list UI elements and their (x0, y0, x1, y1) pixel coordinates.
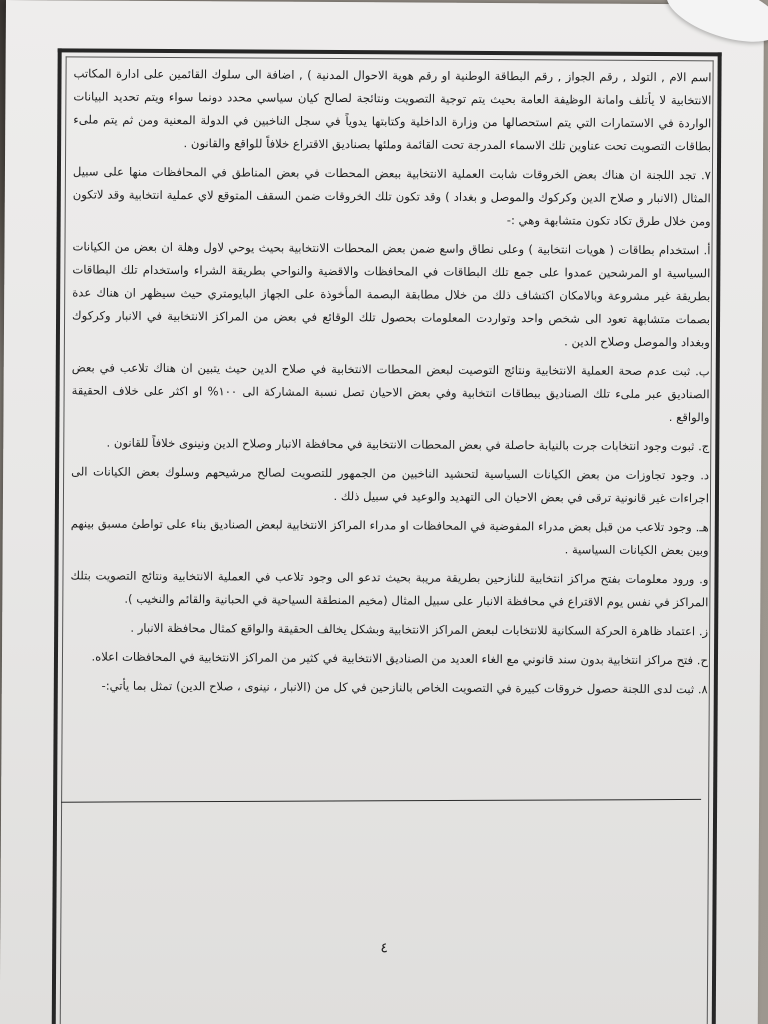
document-body (70, 62, 712, 701)
paragraph-7a: أ. استخدام بطاقات ( هويات انتخابية ) وعلى نطاق واسع ضمن بعض المحطات الانتخابية بحيث يوحي لاول وهلة ان بعض من الكيانات السياسية او المرشحين عمدوا على جمع تلك البطاقات في المحافظات والاقضية والنواحي بطريقة الشراء واستخدام تلك البطاقات بطريقة غير مشروعة وبالامكان اكتشاف ذلك من خلال مطابقة البصمة المأخوذة على الجهاز البايومتري حيث سيظهر ان هناك عدة بصمات متشابهة تعود الى شخص واحد وتواردت المعلومات بحصول تلك الوقائع في بعض من المراكز الانتخابية في الانبار وكركوك وبغداد والموصل وصلاح الدين . (72, 239, 711, 350)
paragraph-7: ٧. تجد اللجنة ان هناك بعض الخروقات شابت العملية الانتخابية ببعض المحطات في بعض المناطق في المحافظات منها على سبيل المثال (الانبار و صلاح الدين وكركوك والموصل و بغداد ) وقد تكون تلك الخروقات ضمن السقف المتوقع لاي عملية انتخابية وقد لاتكون ومن خلال طرق تكاد تكون متشابهة وهي :- (72, 164, 711, 229)
paragraph-intro-continuation: اسم الام , التولد , رقم الجواز , رقم البطاقة الوطنية او رقم هوية الاحوال المدنية ) , اضافة الى سلوك القائمين على ادارة المكاتب الانتخابية لا يأتلف وامانة الوظيفة العامة بحيث يتم توجية التصويت ونتائجة لصالح كيان سياسي محدد دونما سواء ويتم تحديد البيانات الواردة في الاستمارات التي يتم استحصالها من وزارة الداخلية وكتابتها يدوياً في سجل الناخبين في الدولة المعنية ومن ثم يتم ملىء بطاقات التصويت تحت عناوين تلك الاسماء المدرجة تحت القائمة وملئها بصناديق الاقتراع خلافاً للواقع والقانون . (73, 66, 712, 154)
page-number: ٤ (380, 940, 389, 957)
paragraph-7h: ح. فتح مراكز انتخابية بدون سند قانوني مع الغاء العديد من الصناديق الانتخابية في كثير من المراكز الانتخابية في المحافظات اعلاه. (91, 649, 709, 668)
paragraph-7f: و. ورود معلومات بفتح مراكز انتخابية للنازحين بطريقة مريبة بحيث تدعو الى وجود تلاعب في العملية الانتخابية ونتائج التصويت بتلك المراكز في نفس يوم الاقتراع في محافظة الانبار على سبيل المثال (مخيم المنطقة السياحية في الحبانية والقائم والنخيب ). (70, 568, 709, 610)
page-curl (659, 0, 768, 54)
paragraph-7d: د. وجود تجاوزات من بعض الكيانات السياسية لتحشيد الناخبين من الجمهور للتصويت لصالح مرشيحهم وسلوك بعض الكيانات الى اجراءات غير قانونية ترقى في بعض الاحيان الى التهديد والوعيد في سبيل ذلك . (71, 464, 710, 506)
paragraph-7b: ب. ثبت عدم صحة العملية الانتخابية ونتائج التوصيت لبعض المحطات الانتخابية في صلاح الدين حيث يتبين ان هناك تلاعب في بعض الصناديق عبر ملىء تلك الصناديق ببطاقات انتخابية وفي بعض الاحيان تصل نسبة المشاركة الى ١٠٠% او اكثر على خلاف الحقيقة والواقع . (71, 360, 710, 425)
paragraph-8: ٨. ثبت لدى اللجنة حصول خروقات كبيرة في التصويت الخاص بالنازحين في كل من (الانبار ، نينوى ، صلاح الدين) تمثل بما يأتي:- (101, 678, 708, 697)
paragraph-7c: ج. ثبوت وجود انتخابات جرت بالنيابة حاصلة في بعض المحطات الانتخابية في محافظة الانبار وصلاح الدين ونينوى خلافاً للقانون . (106, 435, 710, 454)
paragraph-7e: هـ. وجود تلاعب من قبل بعض مدراء المفوضية في المحافظات او مدراء المراكز الانتخابية لبعض الصناديق بناء على تواطئ مسبق بينهم وبين بعض الكيانات السياسية . (70, 516, 709, 558)
paragraph-7g: ز. اعتماد ظاهرة الحركة السكانية للانتخابات لبعض المراكز الانتخابية وبشكل يخالف الحقيقة والواقع كمثال محافظة الانبار . (130, 620, 709, 639)
